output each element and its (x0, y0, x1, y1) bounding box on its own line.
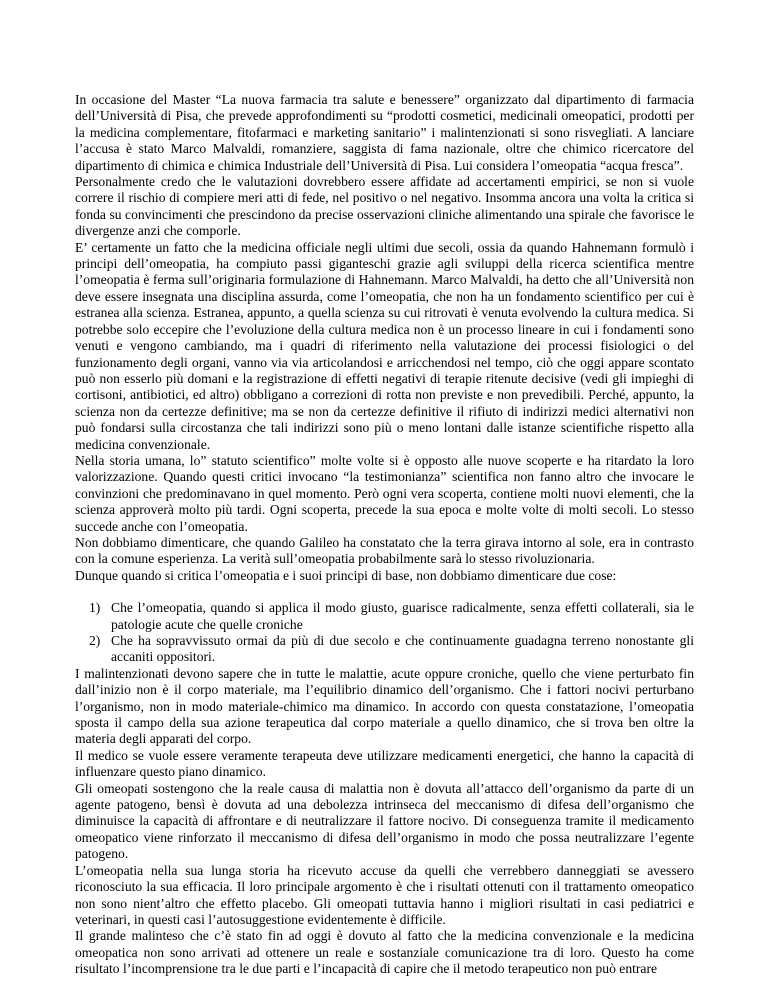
paragraph-malintenzionati: I malintenzionati devono sapere che in tutte le malattie, acute oppure croniche, quello che viene perturbato fin dall’inizio non è il corpo materiale, ma l’equilibrio dinamico dell’organismo. Che i fattori nocivi perturbano l’organismo, non in modo materiale-chimico ma dinamico. In accordo con questa constatazione, l’omeopatia sposta il campo della sua azione terapeutica dal corpo materiale a quello dinamico, che si trova ben oltre la materia degli apparati del corpo. (75, 665, 694, 747)
paragraph-causa-malattia: Gli omeopati sostengono che la reale causa di malattia non è dovuta all’attacco dell’organismo da parte di un agente patogeno, bensì è dovuta ad una debolezza intrinseca del meccanismo di difesa dell’organismo che diminuisce la capacità di affrontare e di neutralizzare il fattore nocivo. Di conseguenza tramite il medicamento omeopatico viene rinforzato il meccanismo di difesa dell’organismo in modo che possa neutralizzare l’egente patogeno. (75, 780, 694, 862)
list-item (89, 633, 694, 666)
paragraph-valutazioni: Personalmente credo che le valutazioni dovrebbero essere affidate ad accertamenti empirici, se non si vuole correre il rischio di compiere meri atti di fede, nel positivo o nel negativo. Insomma ancora una volta la critica si fonda su convincimenti che prescindono da precise osservazioni cliniche alimentando una spirale che favorisce le divergenze anzi che comporle. (75, 174, 694, 239)
list-item-number: 1) (89, 600, 101, 616)
paragraph-galileo: Non dobbiamo dimenticare, che quando Galileo ha constatato che la terra girava intorno al sole, era in contrasto con la comune esperienza. La verità sull’omeopatia probabilmente sarà lo stesso rivoluzionaria. (75, 534, 694, 567)
paragraph-due-cose: Dunque quando si critica l’omeopatia e i suoi principi di base, non dobbiamo dimenticare due cose: (75, 567, 617, 583)
list-item-text: Che l’omeopatia, quando si applica il modo giusto, guarisce radicalmente, senza effetti collaterali, sia le patologie acute che quelle croniche (111, 600, 694, 632)
list-item-text: Che ha sopravvissuto ormai da più di due secolo e che continuamente guadagna terreno nonostante gli accaniti oppositori. (111, 633, 694, 665)
list-item-number: 2) (89, 633, 101, 648)
list-item (89, 600, 694, 633)
paragraph-medico-terapeuta: Il medico se vuole essere veramente terapeuta deve utilizzare medicamenti energetici, che hanno la capacità di influenzare questo piano dinamico. (75, 747, 694, 780)
paragraph-medicina-officiale: E’ certamente un fatto che la medicina officiale negli ultimi due secoli, ossia da quando Hahnemann formulò i principi dell’omeopatia, ha compiuto passi giganteschi grazie agli sviluppi della ricerca scientifica mentre l’omeopatia è ferma sull’originaria formulazione di Hahnemann. Marco Malvaldi, ha detto che all’Università non deve essere insegnata una disciplina assurda, come l’omeopatia, che non ha un fondamento scientifico per cui è estranea alla scienza. Estranea, appunto, a quella scienza su cui ritrovati è venuta evolvendo la cultura medica. Si potrebbe solo eccepire che l’evoluzione della cultura medica non è un processo lineare in cui i fondamenti sono venuti e vengono cambiando, ma i quadri di riferimento nella valutazione dei processi fisiologici o del funzionamento degli organi, vanno via via articolandosi e arricchendosi nel tempo, ciò che oggi appare scontato può non esserlo più domani e la registrazione di effetti negativi di terapie ritenute decisive (vedi gli impieghi di cortisoni, antibiotici, ed altro) obbligano a correzioni di rotta non previste e non prevedibili. Perché, appunto, la scienza non da certezze definitive; ma se non da certezze definitive il rifiuto di indirizzi medici alternativi non può fondarsi sulla circostanza che tali indirizzi sono più o meno lontani dalle istanze scientifiche rispetto alla medicina convenzionale. (75, 239, 694, 452)
paragraph-grande-malinteso: Il grande malinteso che c’è stato fin ad oggi è dovuto al fatto che la medicina convenzionale e la medicina omeopatica non sono arrivati ad ottenere un reale e sostanziale comunicazione tra di loro. Questo ha come risultato l’incomprensione tra le due parti e l’incapacità di capire che il metodo terapeutico non può entrare (75, 928, 694, 977)
paragraph-lunga-storia: L’omeopatia nella sua lunga storia ha ricevuto accuse da quelli che verrebbero danneggiati se avessero riconosciuto la sua efficacia. Il loro principale argomento è che i risultati ottenuti con il trattamento omeopatico non sono nient’altro che effetto placebo. Gli omeopati tuttavia hanno i migliori risultati in casi pediatrici e veterinari, in questi casi l’autosuggestione evidentemente è difficile. (75, 862, 694, 927)
numbered-list (75, 600, 694, 666)
paragraph-storia-umana: Nella storia umana, lo” statuto scientifico” molte volte si è opposto alle nuove scoperte e ha ritardato la loro valorizzazione. Quando questi critici invocano “la testimonianza” scientifica non fanno altro che invocare le convinzioni che predominavano in quel momento. Però ogni vera scoperta, contiene molti nuovi elementi, che la scienza approverà molto più tardi. Ogni scoperta, precede la sua epoca e molte volte di molti secoli. Lo stesso succede anche con l’omeopatia. (75, 452, 694, 534)
document-page (75, 92, 694, 978)
paragraph-master-pisa: In occasione del Master “La nuova farmacia tra salute e benessere” organizzato dal dipartimento di farmacia dell’Università di Pisa, che prevede approfondimenti su “prodotti cosmetici, medicinali omeopatici, prodotti per la medicina complementare, fitofarmaci e marketing sanitario” i malintenzionati si sono risvegliati. A lanciare l’accusa è stato Marco Malvaldi, romanziere, saggista di fama nazionale, oltre che chimico ricercatore del dipartimento di chimica e chimica Industriale dell’Università di Pisa. Lui considera l’omeopatia “acqua fresca”. (75, 92, 694, 173)
